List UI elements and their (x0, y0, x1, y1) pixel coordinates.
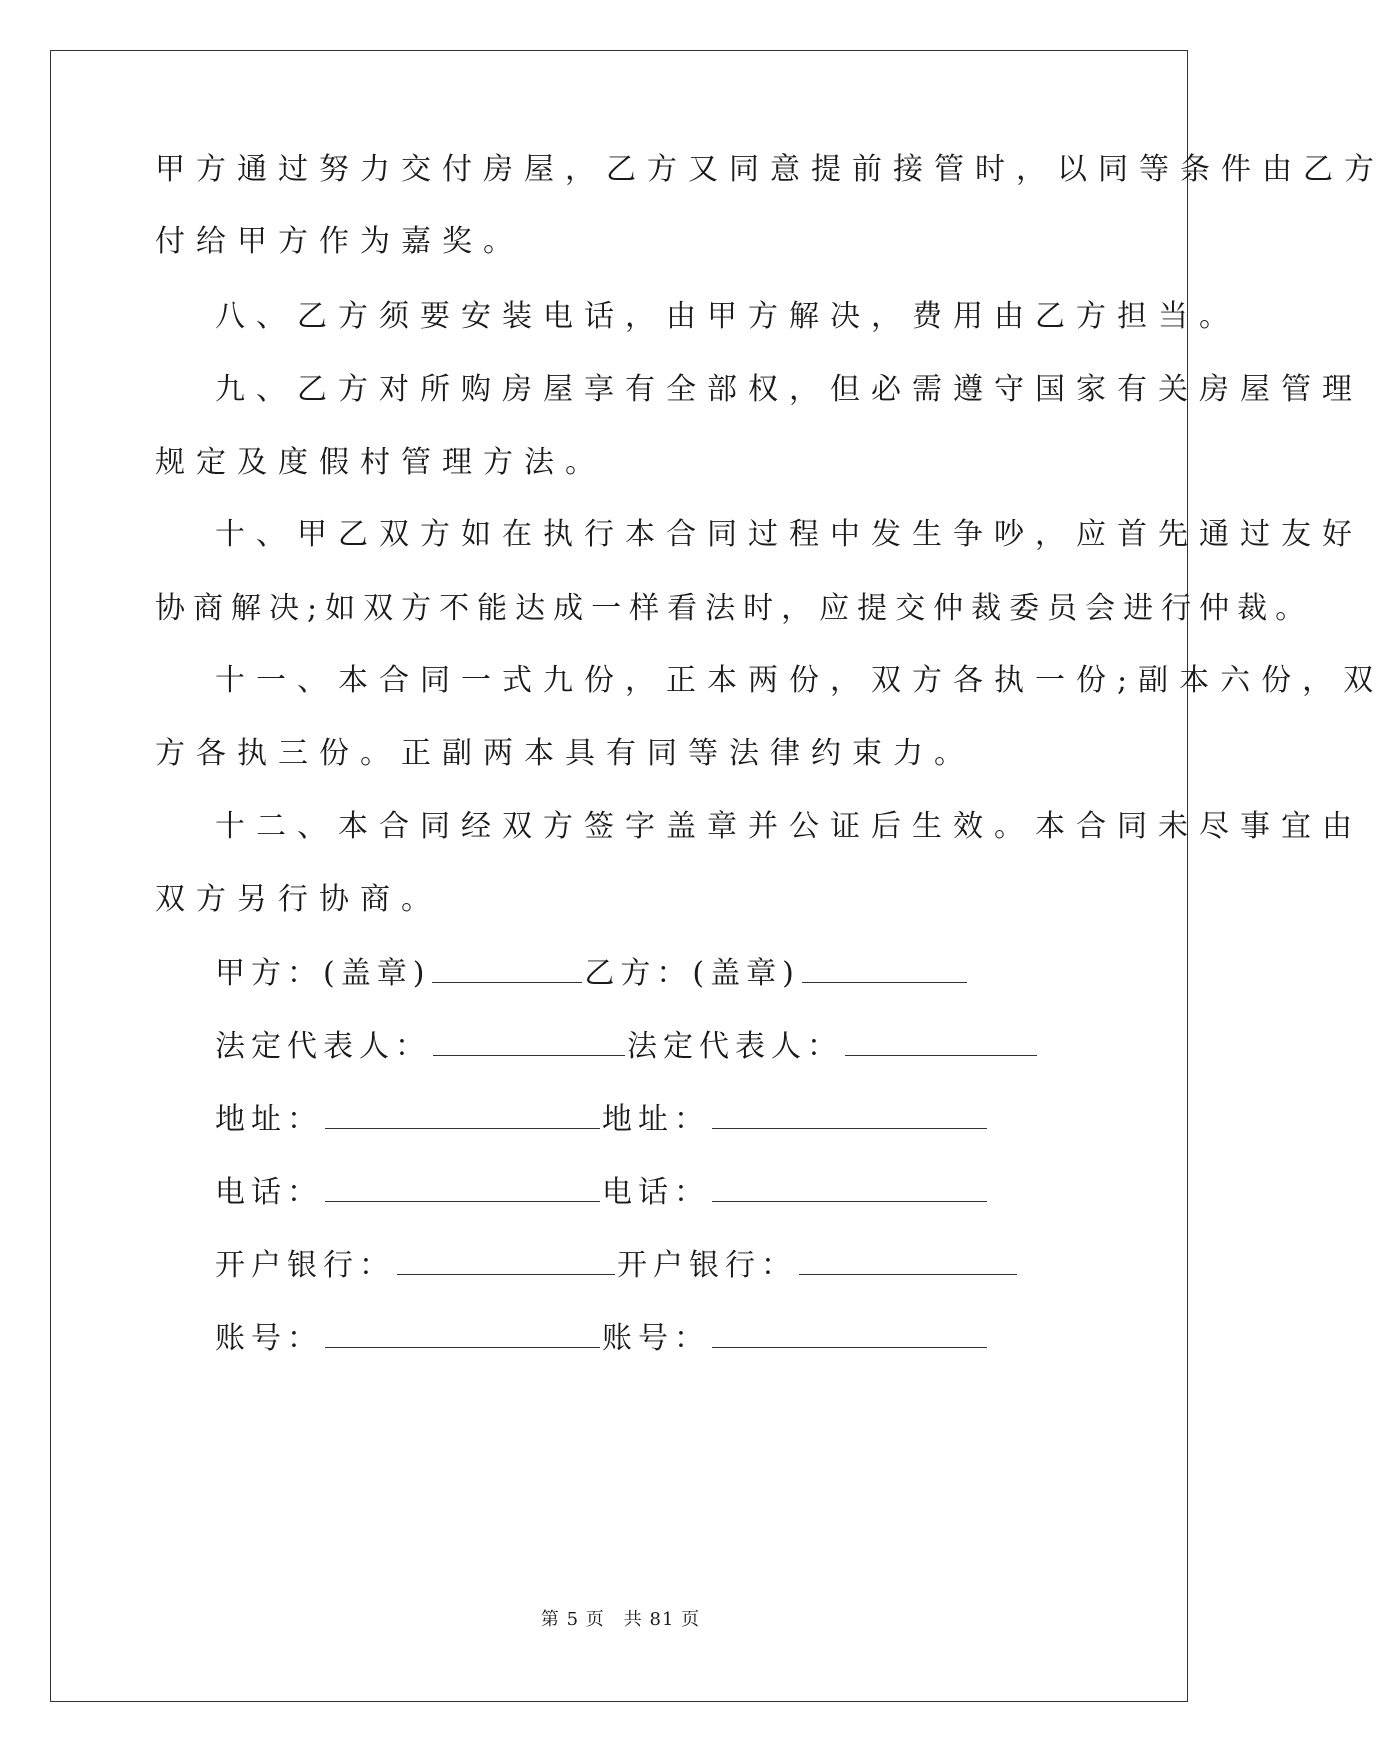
clause-9-line-2: 规定及度假村管理方法。 (155, 445, 606, 480)
page-number: 第 5 页 共 81 页 (540, 1609, 701, 1630)
acct-b-blank[interactable] (712, 1317, 987, 1348)
phone-b-label: 电话： (602, 1175, 710, 1210)
bank-a-blank[interactable] (397, 1244, 615, 1275)
signature-row-representative (215, 1025, 1039, 1067)
signature-row-address (215, 1098, 989, 1140)
signature-row-party (215, 952, 969, 994)
clause-9-line-1: 九、乙方对所购房屋享有全部权，但必需遵守国家有关房屋管理 (215, 372, 1363, 407)
phone-a-blank[interactable] (325, 1171, 600, 1202)
signature-row-account (215, 1317, 989, 1359)
bank-a-label: 开户银行： (215, 1248, 395, 1283)
clause-12-line-1: 十二、本合同经双方签字盖章并公证后生效。本合同未尽事宜由 (215, 809, 1363, 844)
addr-a-blank[interactable] (325, 1098, 600, 1129)
party-b-label: 乙方：(盖章) (584, 956, 800, 991)
acct-b-label: 账号： (602, 1321, 710, 1356)
party-a-label: 甲方：(盖章) (215, 956, 431, 991)
acct-a-label: 账号： (215, 1321, 323, 1356)
clause-12-line-2: 双方另行协商。 (155, 882, 442, 917)
clause-8: 八、乙方须要安装电话，由甲方解决，费用由乙方担当。 (215, 299, 1240, 334)
phone-b-blank[interactable] (712, 1171, 987, 1202)
bank-b-blank[interactable] (799, 1244, 1017, 1275)
clause-10-line-2: 协商解决;如双方不能达成一样看法时，应提交仲裁委员会进行仲裁。 (155, 591, 1314, 626)
party-b-blank[interactable] (802, 952, 967, 983)
body-line-2: 付给甲方作为嘉奖。 (155, 224, 524, 259)
rep-b-label: 法定代表人： (627, 1029, 843, 1064)
acct-a-blank[interactable] (325, 1317, 600, 1348)
rep-a-blank[interactable] (433, 1025, 625, 1056)
party-a-blank[interactable] (432, 952, 582, 983)
clause-11-line-1: 十一、本合同一式九份，正本两份，双方各执一份;副本六份，双 (215, 663, 1385, 698)
signature-row-bank (215, 1244, 1019, 1286)
rep-a-label: 法定代表人： (215, 1029, 431, 1064)
signature-row-phone (215, 1171, 989, 1213)
bank-b-label: 开户银行： (617, 1248, 797, 1283)
body-line-1: 甲方通过努力交付房屋，乙方又同意提前接管时，以同等条件由乙方 (155, 152, 1385, 187)
phone-a-label: 电话： (215, 1175, 323, 1210)
clause-10-line-1: 十、甲乙双方如在执行本合同过程中发生争吵，应首先通过友好 (215, 517, 1363, 552)
rep-b-blank[interactable] (845, 1025, 1037, 1056)
addr-b-blank[interactable] (712, 1098, 987, 1129)
clause-11-line-2: 方各执三份。正副两本具有同等法律约束力。 (155, 736, 975, 771)
addr-b-label: 地址： (602, 1102, 710, 1137)
addr-a-label: 地址： (215, 1102, 323, 1137)
